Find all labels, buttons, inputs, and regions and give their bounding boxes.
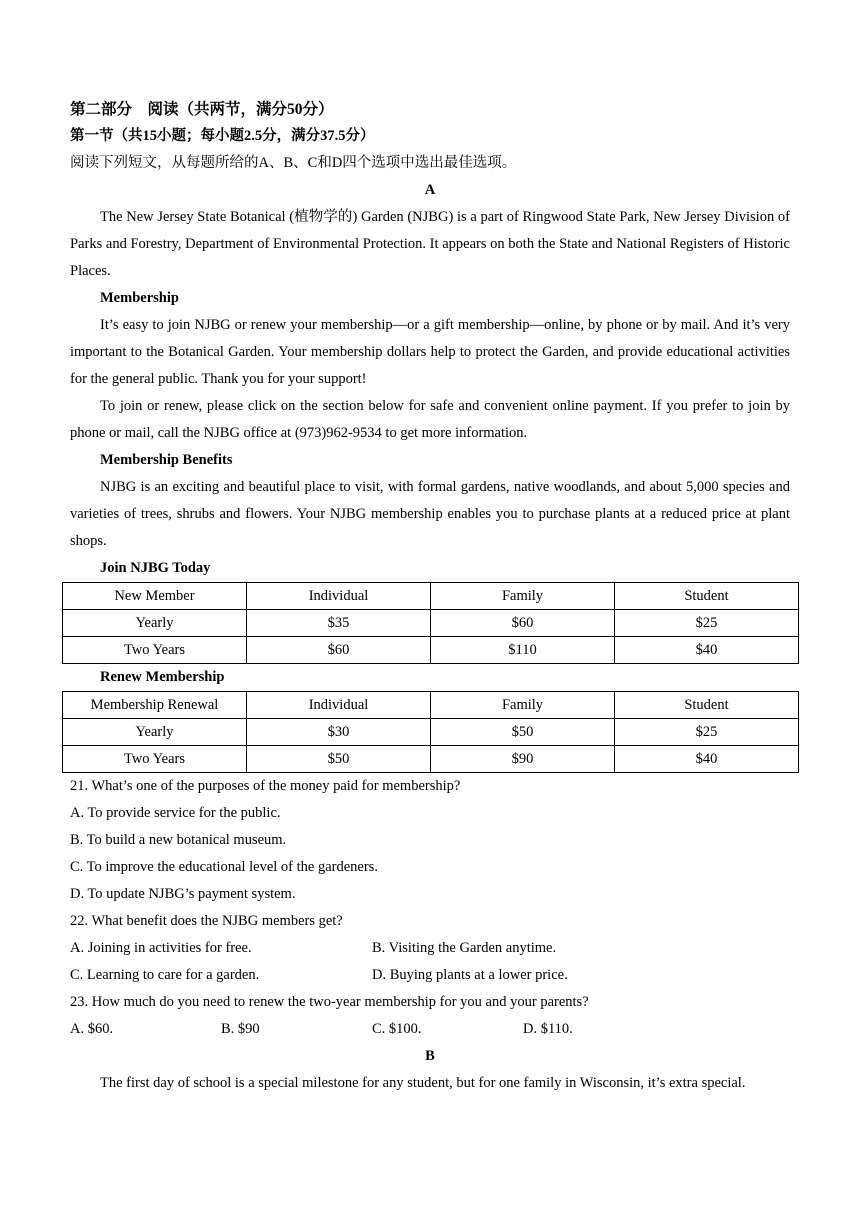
- table-cell: $40: [615, 746, 799, 773]
- table-row: [63, 719, 799, 746]
- passage-b-first-line: The first day of school is a special milestone for any student, but for one family in Wisconsin, it’s extra special.: [100, 1075, 746, 1091]
- table-cell: $25: [615, 719, 799, 746]
- table-cell: $25: [615, 610, 799, 637]
- benefits-paragraph: NJBG is an exciting and beautiful place to visit, with formal gardens, native woodlands, and about 5,000 species and varieties of trees, shrubs and flowers. Your NJBG membership enables you to purchase plants at a reduced price at plant shops.: [70, 479, 790, 549]
- table-row: [63, 637, 799, 664]
- question-21-option-c: C. To improve the educational level of the gardeners.: [70, 859, 378, 875]
- passage-a-label: A: [424, 182, 436, 198]
- question-22-option-d: D. Buying plants at a lower price.: [372, 967, 568, 983]
- membership-paragraph-2: To join or renew, please click on the section below for safe and convenient online payment. If you prefer to join by phone or mail, call the NJBG office at (973)962-9534 to get more information.: [70, 398, 790, 441]
- table-cell: $60: [431, 610, 615, 637]
- table-row: [63, 746, 799, 773]
- question-23-option-d: D. $110.: [523, 1021, 573, 1037]
- subsection-title: 第一节（共15小题；每小题2.5分，满分37.5分）: [70, 128, 375, 144]
- table-cell: $50: [431, 719, 615, 746]
- section-title: 第二部分 阅读（共两节，满分50分）: [70, 101, 334, 118]
- table-cell: New Member: [63, 583, 247, 610]
- question-22-option-c: C. Learning to care for a garden.: [70, 967, 260, 983]
- table-cell: Membership Renewal: [63, 692, 247, 719]
- membership-heading: Membership: [100, 290, 179, 306]
- table-cell: Two Years: [63, 637, 247, 664]
- table-cell: $60: [247, 637, 431, 664]
- question-21-option-b: B. To build a new botanical museum.: [70, 832, 287, 848]
- table-cell: Individual: [247, 583, 431, 610]
- question-23-option-c: C. $100.: [372, 1021, 422, 1037]
- table-row: [63, 610, 799, 637]
- table-cell: $110: [431, 637, 615, 664]
- document-page: [70, 96, 790, 1097]
- question-22-option-b: B. Visiting the Garden anytime.: [372, 940, 557, 956]
- question-21-option-d: D. To update NJBG’s payment system.: [70, 886, 296, 902]
- table-cell: Family: [431, 692, 615, 719]
- table-cell: Yearly: [63, 610, 247, 637]
- renew-table: [62, 691, 799, 773]
- table-cell: Student: [615, 692, 799, 719]
- table-cell: Family: [431, 583, 615, 610]
- membership-paragraph-1: It’s easy to join NJBG or renew your membership—or a gift membership—online, by phone or by mail. And it’s very important to the Botanical Garden. Your membership dollars help to protect the Garden, and provide educational activities for the general public. Thank you for your support!: [70, 317, 790, 387]
- question-23-option-a: A. $60.: [70, 1021, 114, 1037]
- table-cell: $35: [247, 610, 431, 637]
- table-header-row: [63, 583, 799, 610]
- table-cell: $90: [431, 746, 615, 773]
- passage-b-label: B: [425, 1048, 435, 1064]
- question-21-option-a: A. To provide service for the public.: [70, 805, 281, 821]
- table-cell: Student: [615, 583, 799, 610]
- question-22-options-row-2: [70, 962, 790, 989]
- instruction: 阅读下列短文，从每题所给的A、B、C和D四个选项中选出最佳选项。: [70, 155, 517, 171]
- table-header-row: [63, 692, 799, 719]
- renew-heading: Renew Membership: [100, 669, 225, 685]
- join-table: [62, 582, 799, 664]
- table-cell: Yearly: [63, 719, 247, 746]
- table-cell: Two Years: [63, 746, 247, 773]
- question-21-stem: 21. What’s one of the purposes of the money paid for membership?: [70, 778, 461, 794]
- passage-a-intro: The New Jersey State Botanical (植物学的) Garden (NJBG) is a part of Ringwood State Park, New Jersey Division of Parks and Forestry, Department of Environmental Protection. It appears on both the State and National Registers of Historic Places.: [70, 209, 790, 279]
- table-cell: $30: [247, 719, 431, 746]
- question-23-options-row: [70, 1016, 790, 1043]
- table-cell: $40: [615, 637, 799, 664]
- join-heading: Join NJBG Today: [100, 560, 211, 576]
- table-cell: $50: [247, 746, 431, 773]
- question-23-option-b: B. $90: [221, 1021, 260, 1037]
- question-22-option-a: A. Joining in activities for free.: [70, 940, 252, 956]
- table-cell: Individual: [247, 692, 431, 719]
- benefits-heading: Membership Benefits: [100, 452, 233, 468]
- question-22-stem: 22. What benefit does the NJBG members get?: [70, 913, 343, 929]
- question-23-stem: 23. How much do you need to renew the two-year membership for you and your parents?: [70, 994, 589, 1010]
- question-22-options-row-1: [70, 935, 790, 962]
